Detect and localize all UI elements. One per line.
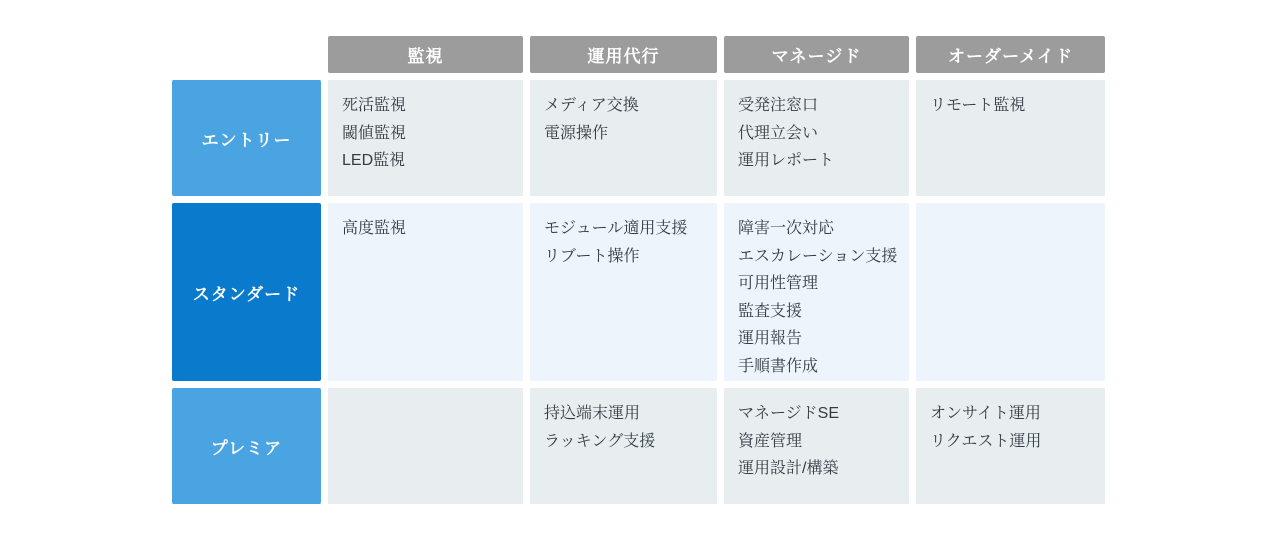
corner-spacer bbox=[172, 36, 321, 73]
cell-standard-monitoring bbox=[328, 203, 523, 381]
cell-item: 受発注窓口 bbox=[738, 97, 819, 114]
cell-entry-custom-made bbox=[916, 80, 1105, 196]
cell-item: マネージドSE bbox=[738, 405, 840, 422]
cell-item: リモート監視 bbox=[930, 97, 1026, 114]
cell-premier-operation-agency bbox=[530, 388, 717, 504]
cell-item: 持込端末運用 bbox=[544, 405, 641, 422]
row-label-entry: エントリー bbox=[172, 80, 321, 196]
cell-item: 障害一次対応 bbox=[738, 220, 835, 237]
row-label-premier: プレミア bbox=[172, 388, 321, 504]
row-label-standard: スタンダード bbox=[172, 203, 321, 381]
cell-item: 手順書作成 bbox=[738, 357, 819, 375]
cell-item: LED監視 bbox=[342, 152, 406, 169]
cell-item: 資産管理 bbox=[738, 432, 803, 450]
cell-item: 運用設計/構築 bbox=[738, 460, 839, 477]
cell-item: 運用レポート bbox=[738, 152, 835, 169]
cell-entry-monitoring bbox=[328, 80, 523, 196]
col-header-operation-agency: 運用代行 bbox=[530, 36, 717, 73]
cell-premier-monitoring bbox=[328, 388, 523, 504]
cell-entry-operation-agency bbox=[530, 80, 717, 196]
cell-item: 閾値監視 bbox=[342, 124, 407, 142]
col-header-custom-made: オーダーメイド bbox=[916, 36, 1105, 73]
cell-item: オンサイト運用 bbox=[930, 405, 1041, 422]
cell-item: エスカレーション支援 bbox=[738, 247, 898, 265]
col-header-managed: マネージド bbox=[724, 36, 909, 73]
cell-item: 代理立会い bbox=[738, 124, 819, 142]
cell-entry-managed bbox=[724, 80, 909, 196]
cell-item: 高度監視 bbox=[342, 220, 407, 237]
cell-premier-managed bbox=[724, 388, 909, 504]
cell-item: リクエスト運用 bbox=[930, 432, 1042, 450]
cell-item: メディア交換 bbox=[544, 97, 639, 114]
cell-premier-custom-made bbox=[916, 388, 1105, 504]
cell-standard-custom-made bbox=[916, 203, 1105, 381]
cell-item: 死活監視 bbox=[342, 97, 407, 114]
cell-item: リブート操作 bbox=[544, 247, 640, 265]
cell-item: 運用報告 bbox=[738, 330, 803, 347]
cell-item: 電源操作 bbox=[544, 124, 609, 142]
col-header-monitoring: 監視 bbox=[328, 36, 523, 73]
cell-item: 監査支援 bbox=[738, 302, 803, 320]
cell-item: モジュール適用支援 bbox=[544, 220, 688, 237]
cell-item: 可用性管理 bbox=[738, 275, 819, 292]
cell-standard-managed bbox=[724, 203, 909, 381]
service-matrix-grid bbox=[172, 36, 1105, 504]
cell-item: ラッキング支援 bbox=[544, 432, 656, 450]
cell-standard-operation-agency bbox=[530, 203, 717, 381]
